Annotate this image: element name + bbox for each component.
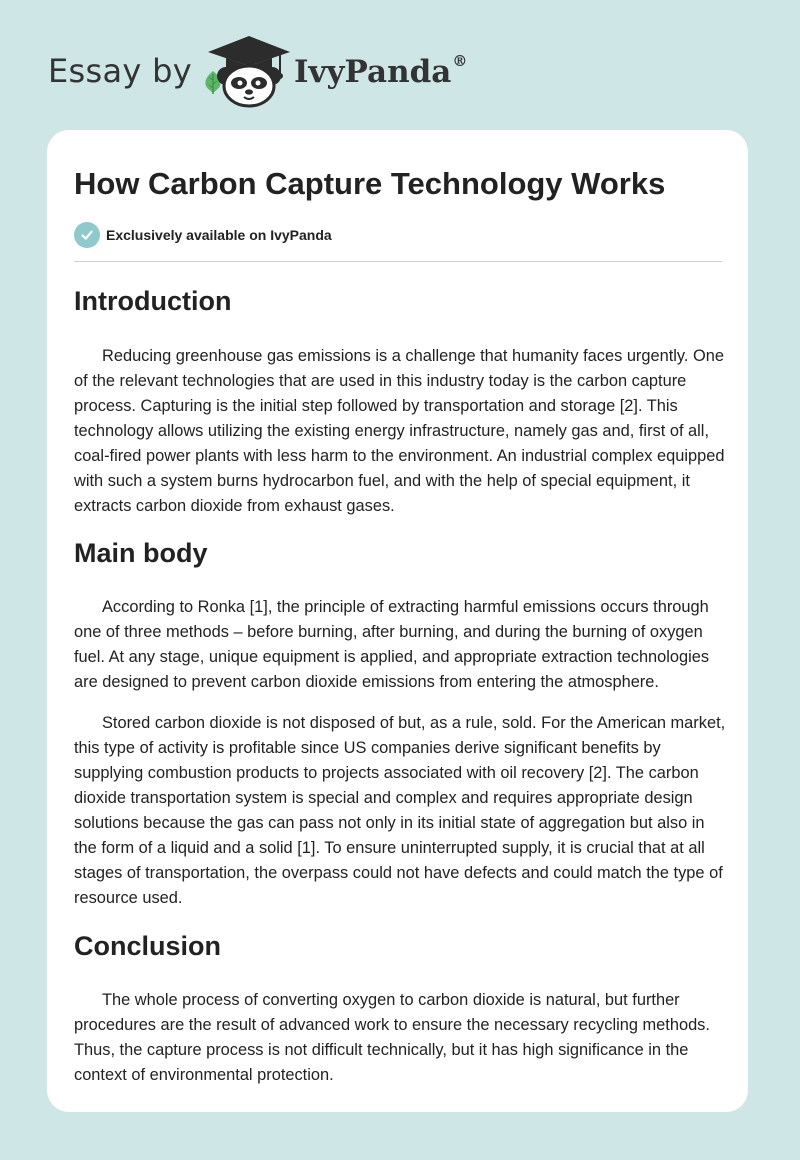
ivypanda-logo-link[interactable] — [48, 28, 488, 108]
checkmark-icon — [74, 222, 100, 248]
paragraph: According to Ronka [1], the principle of extracting harmful emissions occurs through one of three methods – before burning, after burning, and during the burning of oxygen fuel. At any stage, unique equipment is applied, and appropriate extraction technologies are designed to prevent carbon dioxide emissions from entering the atmosphere. — [74, 598, 710, 691]
essay-by-label: Essay by — [48, 52, 192, 90]
brand-name: IvyPanda® — [294, 52, 468, 90]
panda-graduate-icon — [206, 34, 292, 108]
badge-label: Exclusively available on IvyPanda — [106, 227, 332, 243]
title-divider — [74, 261, 722, 262]
section-heading-main-body: Main body — [74, 538, 208, 568]
registered-mark: ® — [452, 52, 468, 70]
paragraph: Stored carbon dioxide is not disposed of but, as a rule, sold. For the American market, this type of activity is profitable since US companies derive significant benefits by supplying combustion products to projects associated with oil recovery [2]. The carbon dioxide transportation system is special and complex and requires appropriate design solutions because the gas can pass not only in its initial state of aggregation but also in the form of a liquid and a solid [1]. To ensure uninterrupted supply, it is crucial that at all stages of transportation, the overpass could not have defects and could match the type of resource used. — [74, 714, 726, 907]
section-heading-introduction: Introduction — [74, 286, 232, 316]
essay-card — [47, 130, 748, 1112]
exclusive-badge — [74, 222, 332, 248]
site-header — [48, 28, 508, 108]
section-heading-conclusion: Conclusion — [74, 931, 221, 961]
paragraph: The whole process of converting oxygen to carbon dioxide is natural, but further procedures are the result of advanced work to ensure the necessary recycling methods. Thus, the capture process is not difficult technically, but it has high significance in the context of environmental protection. — [74, 991, 710, 1084]
page-title: How Carbon Capture Technology Works — [74, 166, 666, 201]
paragraph: Reducing greenhouse gas emissions is a challenge that humanity faces urgently. One of the relevant technologies that are used in this industry today is the carbon capture process. Capturing is the initial step followed by transportation and storage [2]. This technology allows utilizing the existing energy infrastructure, namely gas and, first of all, coal-fired power plants with less harm to the environment. An industrial complex equipped with such a system burns hydrocarbon fuel, and with the help of special equipment, it extracts carbon dioxide from exhaust gases. — [74, 347, 725, 515]
